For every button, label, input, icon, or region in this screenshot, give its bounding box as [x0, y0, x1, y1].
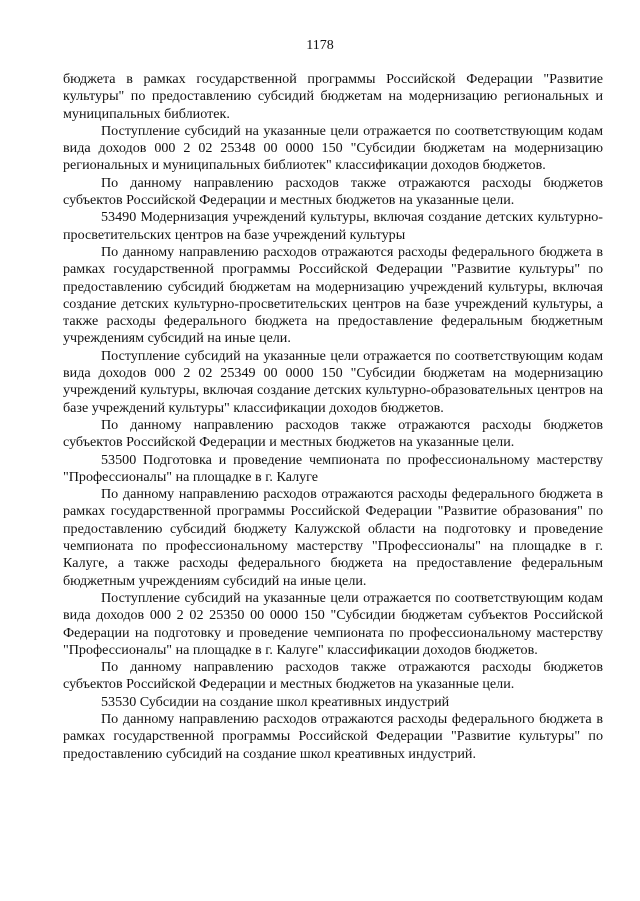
paragraph: Поступление субсидий на указанные цели отражается по соответствующим кодам вида доходов 000 2 02 25348 00 0000 150 "Субсидии бюджетам на модернизацию региональных и муниципальных библиотек" классификации доходов бюджетов.	[63, 122, 603, 174]
section-heading-53500: 53500 Подготовка и проведение чемпионата по профессиональному мастерству "Профессионалы" на площадке в г. Калуге	[63, 451, 603, 485]
paragraph: По данному направлению расходов отражаются расходы федерального бюджета в рамках государственной программы Российской Федерации "Развитие культуры" по предоставлению субсидий бюджетам на модернизацию учреждений культуры, включая создание детских культурно-просветительских центров на базе учреждений культуры, а также расходы федерального бюджета на предоставление федеральным бюджетным учреждениям субсидий на иные цели.	[63, 243, 603, 347]
document-body	[63, 71, 603, 763]
paragraph: бюджета в рамках государственной программы Российской Федерации "Развитие культуры" по предоставлению субсидий бюджетам на модернизацию региональных и муниципальных библиотек.	[63, 71, 603, 122]
paragraph: По данному направлению расходов отражаются расходы федерального бюджета в рамках государственной программы Российской Федерации "Развитие образования" по предоставлению субсидий бюджету Калужской области на подготовку и проведение чемпионата по профессиональному мастерству "Профессионалы" на площадке в г. Калуге, а также расходы федерального бюджета на предоставление федеральным бюджетным учреждениям субсидий на иные цели.	[63, 486, 603, 589]
paragraph: По данному направлению расходов также отражаются расходы бюджетов субъектов Российской Федерации и местных бюджетов на указанные цели.	[63, 416, 603, 451]
paragraph: Поступление субсидий на указанные цели отражается по соответствующим кодам вида доходов 000 2 02 25349 00 0000 150 "Субсидии бюджетам на модернизацию учреждений культуры, включая создание детских культурно-образовательных центров на базе учреждений культуры" классификации доходов бюджетов.	[63, 347, 603, 416]
paragraph: По данному направлению расходов отражаются расходы федерального бюджета в рамках государственной программы Российской Федерации "Развитие культуры" по предоставлению субсидий на создание школ креативных индустрий.	[63, 710, 603, 762]
paragraph: По данному направлению расходов также отражаются расходы бюджетов субъектов Российской Федерации и местных бюджетов на указанные цели.	[63, 659, 603, 693]
paragraph: По данному направлению расходов также отражаются расходы бюджетов субъектов Российской Федерации и местных бюджетов на указанные цели.	[63, 174, 603, 209]
page-number: 1178	[306, 38, 334, 53]
section-heading-53490: 53490 Модернизация учреждений культуры, включая создание детских культурно-просветительских центров на базе учреждений культуры	[63, 209, 603, 243]
paragraph: Поступление субсидий на указанные цели отражается по соответствующим кодам вида доходов 000 2 02 25350 00 0000 150 "Субсидии бюджетам субъектов Российской Федерации на подготовку и проведение чемпионата по профессиональному мастерству "Профессионалы" на площадке в г. Калуге" классификации доходов бюджетов.	[63, 589, 603, 658]
section-heading-53530: 53530 Субсидии на создание школ креативных индустрий	[101, 693, 450, 710]
